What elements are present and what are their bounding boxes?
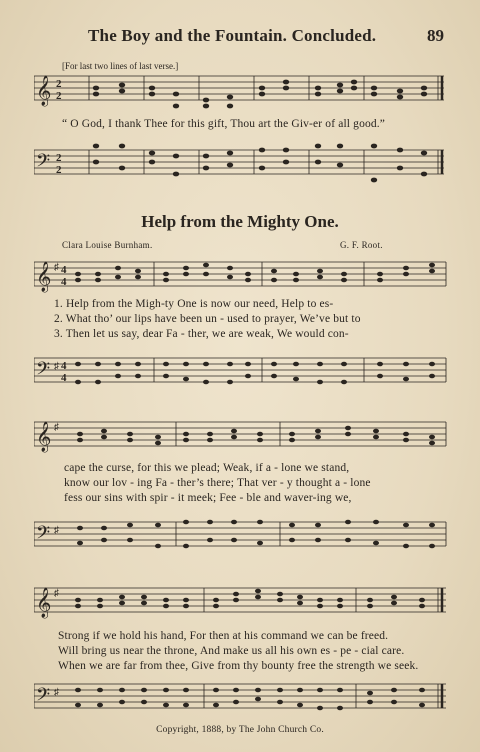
svg-text:2: 2 (56, 164, 62, 176)
verse-1-line: cape the curse, for this we plead; Weak, if a - lone we stand, (64, 462, 350, 474)
bass-staff-4 (34, 674, 448, 720)
svg-text:𝄞: 𝄞 (36, 422, 52, 452)
music-notation-image (34, 674, 448, 720)
svg-text:♯: ♯ (54, 588, 59, 599)
svg-text:♯: ♯ (54, 687, 59, 698)
copyright-notice: Copyright, 1888, by The John Church Co. (156, 725, 324, 735)
treble-staff-2 (34, 252, 448, 298)
treble-staff-4 (34, 578, 448, 624)
svg-text:2: 2 (56, 90, 62, 102)
music-notation-image (34, 66, 446, 116)
music-notation-image (34, 578, 448, 624)
verse-2-line: know our lov - ing Fa - ther’s there; That ver - y thought a - lone (64, 477, 371, 489)
svg-text:2: 2 (56, 78, 62, 90)
verse-1-line: Strong if we hold his hand, For then at his command we can be freed. (58, 630, 389, 642)
svg-text:♯: ♯ (54, 525, 59, 536)
svg-text:𝄢: 𝄢 (36, 359, 51, 384)
svg-text:♯: ♯ (54, 422, 59, 433)
svg-text:𝄢: 𝄢 (36, 151, 51, 176)
verse-3-line: 3. Then let us say, dear Fa - ther, we are weak, We would con- (54, 328, 349, 340)
svg-text:♯: ♯ (54, 262, 59, 273)
bass-staff-3 (34, 508, 448, 554)
page-header (0, 26, 480, 50)
svg-text:𝄢: 𝄢 (36, 523, 51, 548)
music-notation-image (34, 252, 448, 298)
lyricist-credit: Clara Louise Burnham. (62, 240, 153, 250)
page-number: 89 (427, 26, 444, 45)
music-notation-image (34, 344, 448, 390)
verse-2-line: Will bring us near the throne, And make us all his own es - pe - cial care. (58, 645, 405, 657)
verse-3-line: When we are far from thee, Give from thy bounty free the strength we seek. (58, 660, 419, 672)
page-title: The Boy and the Fountain. Concluded. (88, 26, 377, 45)
music-notation-image (34, 412, 448, 458)
svg-text:𝄢: 𝄢 (36, 685, 51, 710)
svg-text:4: 4 (61, 264, 67, 276)
verse-1-line: 1. Help from the Migh-ty One is now our need, Help to es- (54, 298, 334, 310)
music-notation-image (34, 134, 446, 188)
bass-staff-1 (34, 134, 446, 188)
verse-2-line: 2. What tho’ our lips have been un - used to prayer, We’ve but to (54, 313, 361, 325)
treble-staff-1 (34, 66, 446, 116)
treble-staff-3 (34, 412, 448, 458)
svg-text:𝄞: 𝄞 (36, 76, 52, 106)
svg-text:𝄞: 𝄞 (36, 588, 52, 618)
music-notation-image (34, 508, 448, 554)
svg-text:4: 4 (61, 276, 67, 288)
composer-credit: G. F. Root. (340, 240, 383, 250)
bass-staff-2 (34, 344, 448, 390)
lyric-line: “ O God, I thank Thee for this gift, Thou art the Giv-er of all good.” (62, 118, 386, 130)
verse-3-line: fess our sins with spir - it meek; Fee - ble and waver-ing we, (64, 492, 352, 504)
svg-text:4: 4 (61, 360, 67, 372)
performance-note: [For last two lines of last verse.] (62, 61, 179, 71)
svg-text:4: 4 (61, 372, 67, 384)
svg-text:𝄞: 𝄞 (36, 262, 52, 292)
svg-text:2: 2 (56, 152, 62, 164)
svg-text:♯: ♯ (54, 361, 59, 372)
hymn-title: Help from the Mighty One. (141, 212, 339, 231)
